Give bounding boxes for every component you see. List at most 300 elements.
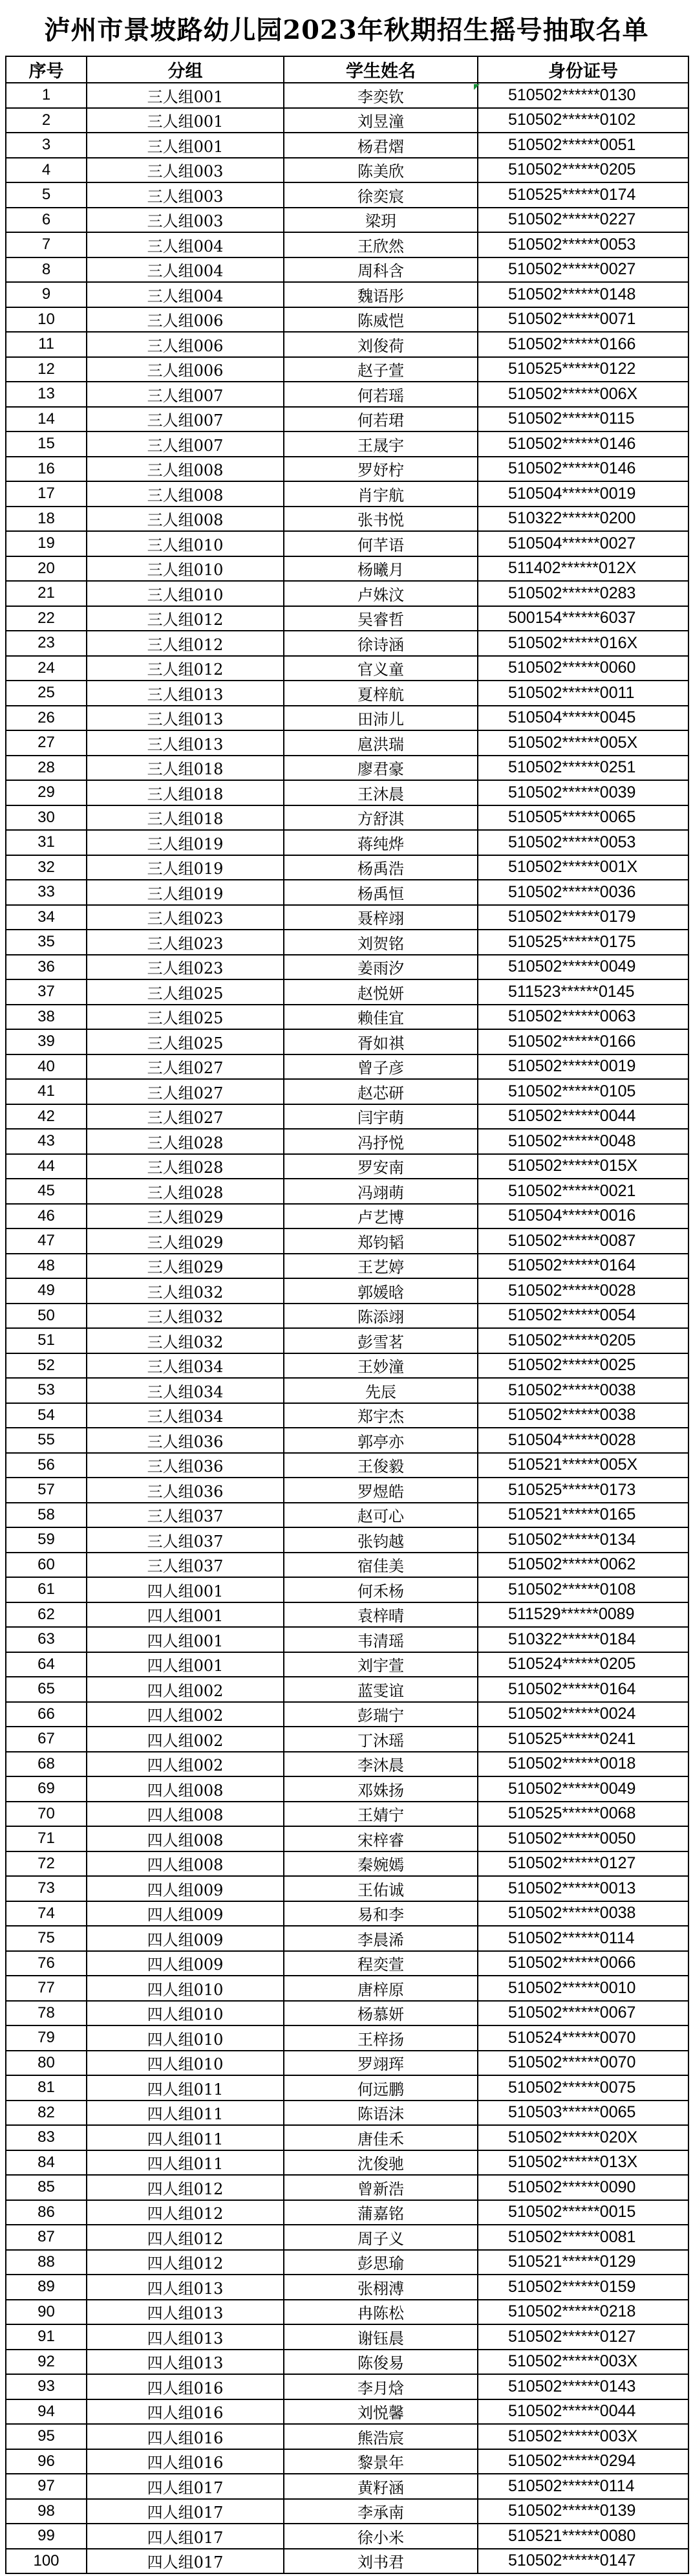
cell-serial: 92 bbox=[6, 2350, 87, 2375]
cell-serial: 25 bbox=[6, 681, 87, 706]
cell-id-number: 510504******0045 bbox=[478, 706, 688, 731]
cell-group: 三人组023 bbox=[87, 955, 284, 980]
cell-id-number: 510502******0205 bbox=[478, 158, 688, 183]
cell-id-number: 510502******003X bbox=[478, 2350, 688, 2375]
cell-student-name: 罗翊珲 bbox=[284, 2051, 478, 2076]
cell-id-number: 510504******0016 bbox=[478, 1204, 688, 1229]
cell-id-number: 510502******0114 bbox=[478, 1926, 688, 1951]
cell-student-name: 扈洪瑞 bbox=[284, 730, 478, 756]
header-id-number: 身份证号 bbox=[478, 56, 688, 83]
cell-id-number: 510502******0102 bbox=[478, 108, 688, 133]
cell-group: 四人组002 bbox=[87, 1702, 284, 1727]
cell-id-number: 510525******0068 bbox=[478, 1802, 688, 1827]
cell-serial: 71 bbox=[6, 1826, 87, 1851]
cell-group: 三人组018 bbox=[87, 805, 284, 831]
cell-student-name: 黎景年 bbox=[284, 2449, 478, 2474]
cell-id-number: 510502******0044 bbox=[478, 2399, 688, 2425]
cell-serial: 39 bbox=[6, 1029, 87, 1054]
cell-student-name: 何远鹏 bbox=[284, 2075, 478, 2101]
cell-group: 三人组003 bbox=[87, 158, 284, 183]
table-row bbox=[6, 1727, 688, 1752]
table-row bbox=[6, 1054, 688, 1080]
table-row bbox=[6, 1702, 688, 1727]
cell-id-number: 510502******0060 bbox=[478, 656, 688, 681]
cell-serial: 84 bbox=[6, 2150, 87, 2176]
cell-group: 三人组037 bbox=[87, 1527, 284, 1553]
cell-student-name: 李晨浠 bbox=[284, 1926, 478, 1951]
table-row bbox=[6, 1901, 688, 1927]
cell-id-number: 510525******0241 bbox=[478, 1727, 688, 1752]
cell-group: 四人组009 bbox=[87, 1876, 284, 1901]
cell-id-number: 510502******0075 bbox=[478, 2075, 688, 2101]
cell-id-number: 510525******0174 bbox=[478, 182, 688, 208]
table-row bbox=[6, 1752, 688, 1777]
cell-serial: 44 bbox=[6, 1154, 87, 1179]
cell-student-name: 刘贺铭 bbox=[284, 930, 478, 955]
table-row bbox=[6, 2275, 688, 2300]
cell-group: 三人组029 bbox=[87, 1204, 284, 1229]
table-row bbox=[6, 2250, 688, 2275]
cell-group: 四人组010 bbox=[87, 1976, 284, 2001]
table-row bbox=[6, 208, 688, 233]
cell-student-name: 王妙潼 bbox=[284, 1353, 478, 1379]
cell-serial: 93 bbox=[6, 2374, 87, 2399]
cell-id-number: 510502******0283 bbox=[478, 581, 688, 606]
cell-id-number: 510502******0087 bbox=[478, 1228, 688, 1254]
table-row bbox=[6, 2474, 688, 2499]
table-row bbox=[6, 955, 688, 980]
cell-student-name: 张栩溥 bbox=[284, 2275, 478, 2300]
cell-student-name: 赵芯研 bbox=[284, 1079, 478, 1104]
cell-id-number: 510502******0127 bbox=[478, 1851, 688, 1877]
table-row bbox=[6, 2300, 688, 2325]
cell-serial: 90 bbox=[6, 2300, 87, 2325]
cell-serial: 57 bbox=[6, 1478, 87, 1503]
cell-group: 三人组003 bbox=[87, 208, 284, 233]
cell-student-name: 周科含 bbox=[284, 257, 478, 283]
cell-group: 四人组002 bbox=[87, 1727, 284, 1752]
cell-student-name: 宿佳美 bbox=[284, 1553, 478, 1578]
cell-group: 四人组001 bbox=[87, 1602, 284, 1628]
cell-student-name: 宋梓睿 bbox=[284, 1826, 478, 1851]
cell-serial: 30 bbox=[6, 805, 87, 831]
table-header-row bbox=[6, 56, 688, 83]
cell-group: 三人组034 bbox=[87, 1378, 284, 1403]
cell-student-name: 杨曦月 bbox=[284, 556, 478, 582]
cell-serial: 16 bbox=[6, 457, 87, 482]
cell-student-name: 赵悦妍 bbox=[284, 979, 478, 1005]
cell-student-name: 彭雪茗 bbox=[284, 1328, 478, 1353]
cell-id-number: 510502******015X bbox=[478, 1154, 688, 1179]
cell-group: 三人组032 bbox=[87, 1304, 284, 1329]
cell-id-number: 510502******013X bbox=[478, 2150, 688, 2176]
cell-student-name: 罗妤柠 bbox=[284, 457, 478, 482]
table-row bbox=[6, 2001, 688, 2026]
cell-student-name: 冯翊萌 bbox=[284, 1179, 478, 1204]
cell-student-name: 秦婉嫣 bbox=[284, 1851, 478, 1877]
cell-id-number: 510521******0129 bbox=[478, 2250, 688, 2275]
table-row bbox=[6, 2449, 688, 2474]
table-row bbox=[6, 1005, 688, 1030]
cell-id-number: 510504******0027 bbox=[478, 531, 688, 556]
table-row bbox=[6, 1926, 688, 1951]
table-row bbox=[6, 158, 688, 183]
cell-group: 三人组029 bbox=[87, 1254, 284, 1279]
cell-id-number: 510502******0166 bbox=[478, 332, 688, 357]
cell-serial: 3 bbox=[6, 133, 87, 158]
cell-serial: 78 bbox=[6, 2001, 87, 2026]
cell-serial: 49 bbox=[6, 1278, 87, 1304]
cell-student-name: 徐诗涵 bbox=[284, 631, 478, 656]
cell-group: 四人组001 bbox=[87, 1652, 284, 1677]
table-row bbox=[6, 1154, 688, 1179]
cell-serial: 36 bbox=[6, 955, 87, 980]
cell-group: 三人组001 bbox=[87, 108, 284, 133]
table-row bbox=[6, 1304, 688, 1329]
cell-student-name: 杨禹浩 bbox=[284, 855, 478, 880]
cell-id-number: 510502******0062 bbox=[478, 1553, 688, 1578]
table-row bbox=[6, 357, 688, 382]
cell-student-name: 王晟宇 bbox=[284, 431, 478, 457]
cell-id-number: 510502******0071 bbox=[478, 307, 688, 333]
cell-group: 三人组006 bbox=[87, 332, 284, 357]
table-row bbox=[6, 1478, 688, 1503]
cell-id-number: 510502******0070 bbox=[478, 2051, 688, 2076]
cell-serial: 6 bbox=[6, 208, 87, 233]
cell-student-name: 王梓扬 bbox=[284, 2025, 478, 2051]
cell-group: 三人组036 bbox=[87, 1478, 284, 1503]
cell-serial: 38 bbox=[6, 1005, 87, 1030]
table-row bbox=[6, 1527, 688, 1553]
cell-group: 三人组010 bbox=[87, 531, 284, 556]
cell-group: 三人组001 bbox=[87, 83, 284, 108]
cell-student-name: 王艺婷 bbox=[284, 1254, 478, 1279]
cell-id-number: 510502******0036 bbox=[478, 880, 688, 905]
cell-group: 三人组027 bbox=[87, 1054, 284, 1080]
cell-group: 四人组016 bbox=[87, 2374, 284, 2399]
cell-group: 四人组013 bbox=[87, 2350, 284, 2375]
cell-id-number: 510502******0294 bbox=[478, 2449, 688, 2474]
cell-student-name: 卢艺博 bbox=[284, 1204, 478, 1229]
table-row bbox=[6, 1254, 688, 1279]
cell-serial: 1 bbox=[6, 83, 87, 108]
cell-student-name: 官义童 bbox=[284, 656, 478, 681]
cell-student-name: 熊浩宸 bbox=[284, 2424, 478, 2449]
cell-group: 四人组008 bbox=[87, 1802, 284, 1827]
cell-serial: 59 bbox=[6, 1527, 87, 1553]
table-row bbox=[6, 1179, 688, 1204]
cell-serial: 28 bbox=[6, 756, 87, 781]
cell-student-name: 郑钧韬 bbox=[284, 1228, 478, 1254]
cell-id-number: 510502******0205 bbox=[478, 1328, 688, 1353]
cell-group: 四人组012 bbox=[87, 2250, 284, 2275]
table-row bbox=[6, 1453, 688, 1478]
cell-serial: 96 bbox=[6, 2449, 87, 2474]
cell-student-name: 何禾杨 bbox=[284, 1577, 478, 1602]
cell-id-number: 510502******0147 bbox=[478, 2549, 688, 2574]
cell-student-name: 赖佳宜 bbox=[284, 1005, 478, 1030]
cell-group: 三人组025 bbox=[87, 1029, 284, 1054]
cell-serial: 81 bbox=[6, 2075, 87, 2101]
cell-serial: 14 bbox=[6, 407, 87, 432]
cell-id-number: 511529******0089 bbox=[478, 1602, 688, 1628]
table-row bbox=[6, 2225, 688, 2250]
cell-id-number: 510524******0070 bbox=[478, 2025, 688, 2051]
cell-serial: 13 bbox=[6, 382, 87, 407]
cell-serial: 91 bbox=[6, 2324, 87, 2350]
cell-group: 三人组034 bbox=[87, 1403, 284, 1428]
cell-student-name: 袁梓晴 bbox=[284, 1602, 478, 1628]
cell-id-number: 510502******0130 bbox=[478, 83, 688, 108]
table-row bbox=[6, 1553, 688, 1578]
table-row bbox=[6, 979, 688, 1005]
cell-student-name: 郭媛晗 bbox=[284, 1278, 478, 1304]
table-row bbox=[6, 606, 688, 631]
cell-serial: 11 bbox=[6, 332, 87, 357]
cell-group: 三人组018 bbox=[87, 780, 284, 805]
cell-id-number: 510502******0164 bbox=[478, 1254, 688, 1279]
cell-id-number: 510521******0165 bbox=[478, 1503, 688, 1528]
cell-serial: 75 bbox=[6, 1926, 87, 1951]
cell-group: 三人组028 bbox=[87, 1179, 284, 1204]
cell-group: 三人组012 bbox=[87, 656, 284, 681]
cell-id-number: 510502******0053 bbox=[478, 232, 688, 257]
cell-id-number: 510502******0143 bbox=[478, 2374, 688, 2399]
table-row bbox=[6, 407, 688, 432]
header-group: 分组 bbox=[87, 56, 284, 83]
cell-serial: 31 bbox=[6, 830, 87, 855]
table-row bbox=[6, 2150, 688, 2176]
cell-id-number: 510502******0051 bbox=[478, 133, 688, 158]
cell-student-name: 魏语彤 bbox=[284, 282, 478, 307]
cell-group: 四人组001 bbox=[87, 1577, 284, 1602]
cell-id-number: 500154******6037 bbox=[478, 606, 688, 631]
cell-student-name: 先辰 bbox=[284, 1378, 478, 1403]
cell-group: 三人组007 bbox=[87, 382, 284, 407]
cell-group: 四人组009 bbox=[87, 1926, 284, 1951]
cell-student-name: 谢钰晨 bbox=[284, 2324, 478, 2350]
cell-group: 四人组012 bbox=[87, 2175, 284, 2200]
table-row bbox=[6, 1029, 688, 1054]
cell-id-number: 510521******005X bbox=[478, 1453, 688, 1478]
cell-serial: 45 bbox=[6, 1179, 87, 1204]
cell-serial: 8 bbox=[6, 257, 87, 283]
cell-student-name: 吴睿哲 bbox=[284, 606, 478, 631]
cell-comment-marker bbox=[474, 84, 480, 90]
cell-id-number: 510502******020X bbox=[478, 2125, 688, 2150]
cell-student-name: 彭思瑜 bbox=[284, 2250, 478, 2275]
cell-serial: 18 bbox=[6, 507, 87, 532]
cell-serial: 12 bbox=[6, 357, 87, 382]
cell-serial: 23 bbox=[6, 631, 87, 656]
cell-student-name: 何若珺 bbox=[284, 407, 478, 432]
cell-group: 三人组025 bbox=[87, 1005, 284, 1030]
table-row bbox=[6, 2200, 688, 2225]
cell-serial: 73 bbox=[6, 1876, 87, 1901]
cell-student-name: 李承南 bbox=[284, 2499, 478, 2524]
cell-group: 四人组017 bbox=[87, 2549, 284, 2574]
cell-serial: 86 bbox=[6, 2200, 87, 2225]
table-row bbox=[6, 780, 688, 805]
table-row bbox=[6, 1129, 688, 1154]
table-row bbox=[6, 2051, 688, 2076]
table-row bbox=[6, 431, 688, 457]
table-row bbox=[6, 581, 688, 606]
cell-student-name: 刘昱潼 bbox=[284, 108, 478, 133]
cell-id-number: 510525******0173 bbox=[478, 1478, 688, 1503]
table-row bbox=[6, 2399, 688, 2425]
cell-student-name: 王沐晨 bbox=[284, 780, 478, 805]
cell-serial: 99 bbox=[6, 2524, 87, 2549]
cell-serial: 40 bbox=[6, 1054, 87, 1080]
table-row bbox=[6, 2175, 688, 2200]
cell-id-number: 510502******0146 bbox=[478, 431, 688, 457]
cell-serial: 22 bbox=[6, 606, 87, 631]
cell-id-number: 510503******0065 bbox=[478, 2101, 688, 2126]
cell-student-name: 陈威恺 bbox=[284, 307, 478, 333]
table-row bbox=[6, 1204, 688, 1229]
cell-student-name: 张书悦 bbox=[284, 507, 478, 532]
cell-id-number: 510502******0054 bbox=[478, 1304, 688, 1329]
cell-group: 三人组029 bbox=[87, 1228, 284, 1254]
cell-serial: 65 bbox=[6, 1677, 87, 1702]
cell-student-name: 刘宇萱 bbox=[284, 1652, 478, 1677]
cell-student-name: 聂梓翊 bbox=[284, 905, 478, 930]
cell-group: 三人组003 bbox=[87, 182, 284, 208]
table-row bbox=[6, 457, 688, 482]
table-row bbox=[6, 656, 688, 681]
cell-student-name: 徐奕宸 bbox=[284, 182, 478, 208]
cell-student-name: 陈俊易 bbox=[284, 2350, 478, 2375]
cell-serial: 60 bbox=[6, 1553, 87, 1578]
cell-id-number: 510502******016X bbox=[478, 631, 688, 656]
cell-serial: 43 bbox=[6, 1129, 87, 1154]
cell-serial: 19 bbox=[6, 531, 87, 556]
cell-student-name: 卢姝汶 bbox=[284, 581, 478, 606]
cell-group: 三人组007 bbox=[87, 431, 284, 457]
cell-id-number: 510502******0081 bbox=[478, 2225, 688, 2250]
cell-student-name: 方舒淇 bbox=[284, 805, 478, 831]
table-row bbox=[6, 1228, 688, 1254]
cell-serial: 47 bbox=[6, 1228, 87, 1254]
cell-id-number: 510504******0019 bbox=[478, 481, 688, 507]
cell-student-name: 张钧越 bbox=[284, 1527, 478, 1553]
header-serial: 序号 bbox=[6, 56, 87, 83]
table-row bbox=[6, 1876, 688, 1901]
table-row bbox=[6, 2324, 688, 2350]
cell-student-name: 李奕钦 bbox=[284, 83, 478, 108]
cell-group: 四人组008 bbox=[87, 1826, 284, 1851]
table-row bbox=[6, 2025, 688, 2051]
table-row bbox=[6, 1776, 688, 1802]
table-row bbox=[6, 1278, 688, 1304]
cell-student-name: 刘悦馨 bbox=[284, 2399, 478, 2425]
cell-student-name: 刘书君 bbox=[284, 2549, 478, 2574]
cell-id-number: 510504******0028 bbox=[478, 1428, 688, 1453]
cell-group: 三人组012 bbox=[87, 606, 284, 631]
table-row bbox=[6, 2101, 688, 2126]
cell-id-number: 510525******0175 bbox=[478, 930, 688, 955]
cell-serial: 54 bbox=[6, 1403, 87, 1428]
cell-student-name: 夏梓航 bbox=[284, 681, 478, 706]
cell-group: 三人组032 bbox=[87, 1328, 284, 1353]
table-row bbox=[6, 706, 688, 731]
table-row bbox=[6, 556, 688, 582]
table-row bbox=[6, 382, 688, 407]
cell-id-number: 510502******0024 bbox=[478, 1702, 688, 1727]
cell-serial: 10 bbox=[6, 307, 87, 333]
cell-student-name: 彭瑞宁 bbox=[284, 1702, 478, 1727]
cell-serial: 46 bbox=[6, 1204, 87, 1229]
cell-student-name: 陈语沫 bbox=[284, 2101, 478, 2126]
cell-serial: 35 bbox=[6, 930, 87, 955]
cell-id-number: 510502******0048 bbox=[478, 1129, 688, 1154]
cell-id-number: 510502******0218 bbox=[478, 2300, 688, 2325]
table-row bbox=[6, 905, 688, 930]
cell-group: 三人组037 bbox=[87, 1503, 284, 1528]
cell-id-number: 510502******0038 bbox=[478, 1901, 688, 1927]
cell-group: 三人组036 bbox=[87, 1428, 284, 1453]
cell-student-name: 陈添翊 bbox=[284, 1304, 478, 1329]
cell-id-number: 510502******0053 bbox=[478, 830, 688, 855]
cell-id-number: 510502******0159 bbox=[478, 2275, 688, 2300]
cell-group: 三人组013 bbox=[87, 681, 284, 706]
table-row bbox=[6, 880, 688, 905]
table-row bbox=[6, 930, 688, 955]
cell-serial: 32 bbox=[6, 855, 87, 880]
cell-id-number: 510502******0164 bbox=[478, 1677, 688, 1702]
cell-group: 四人组017 bbox=[87, 2474, 284, 2499]
cell-group: 四人组016 bbox=[87, 2424, 284, 2449]
cell-serial: 58 bbox=[6, 1503, 87, 1528]
cell-group: 四人组010 bbox=[87, 2051, 284, 2076]
cell-student-name: 杨慕妍 bbox=[284, 2001, 478, 2026]
table-row bbox=[6, 681, 688, 706]
cell-serial: 70 bbox=[6, 1802, 87, 1827]
table-row bbox=[6, 182, 688, 208]
table-row bbox=[6, 507, 688, 532]
cell-id-number: 510502******0028 bbox=[478, 1278, 688, 1304]
cell-student-name: 赵可心 bbox=[284, 1503, 478, 1528]
table-row bbox=[6, 830, 688, 855]
cell-student-name: 罗煜皓 bbox=[284, 1478, 478, 1503]
cell-student-name: 闫宇萌 bbox=[284, 1104, 478, 1130]
cell-serial: 87 bbox=[6, 2225, 87, 2250]
cell-id-number: 510502******0148 bbox=[478, 282, 688, 307]
cell-id-number: 510322******0200 bbox=[478, 507, 688, 532]
table-row bbox=[6, 307, 688, 333]
cell-student-name: 曾子彦 bbox=[284, 1054, 478, 1080]
cell-id-number: 510502******0038 bbox=[478, 1378, 688, 1403]
cell-student-name: 郑宇杰 bbox=[284, 1403, 478, 1428]
cell-student-name: 蓝雯谊 bbox=[284, 1677, 478, 1702]
cell-student-name: 何若瑶 bbox=[284, 382, 478, 407]
cell-serial: 82 bbox=[6, 2101, 87, 2126]
cell-serial: 89 bbox=[6, 2275, 87, 2300]
cell-group: 三人组004 bbox=[87, 282, 284, 307]
cell-group: 三人组008 bbox=[87, 481, 284, 507]
cell-student-name: 李沐晨 bbox=[284, 1752, 478, 1777]
cell-group: 三人组019 bbox=[87, 830, 284, 855]
cell-serial: 55 bbox=[6, 1428, 87, 1453]
cell-serial: 53 bbox=[6, 1378, 87, 1403]
cell-group: 四人组013 bbox=[87, 2275, 284, 2300]
cell-serial: 68 bbox=[6, 1752, 87, 1777]
cell-id-number: 510502******0227 bbox=[478, 208, 688, 233]
cell-group: 三人组013 bbox=[87, 730, 284, 756]
cell-group: 四人组009 bbox=[87, 1901, 284, 1927]
cell-group: 三人组034 bbox=[87, 1353, 284, 1379]
